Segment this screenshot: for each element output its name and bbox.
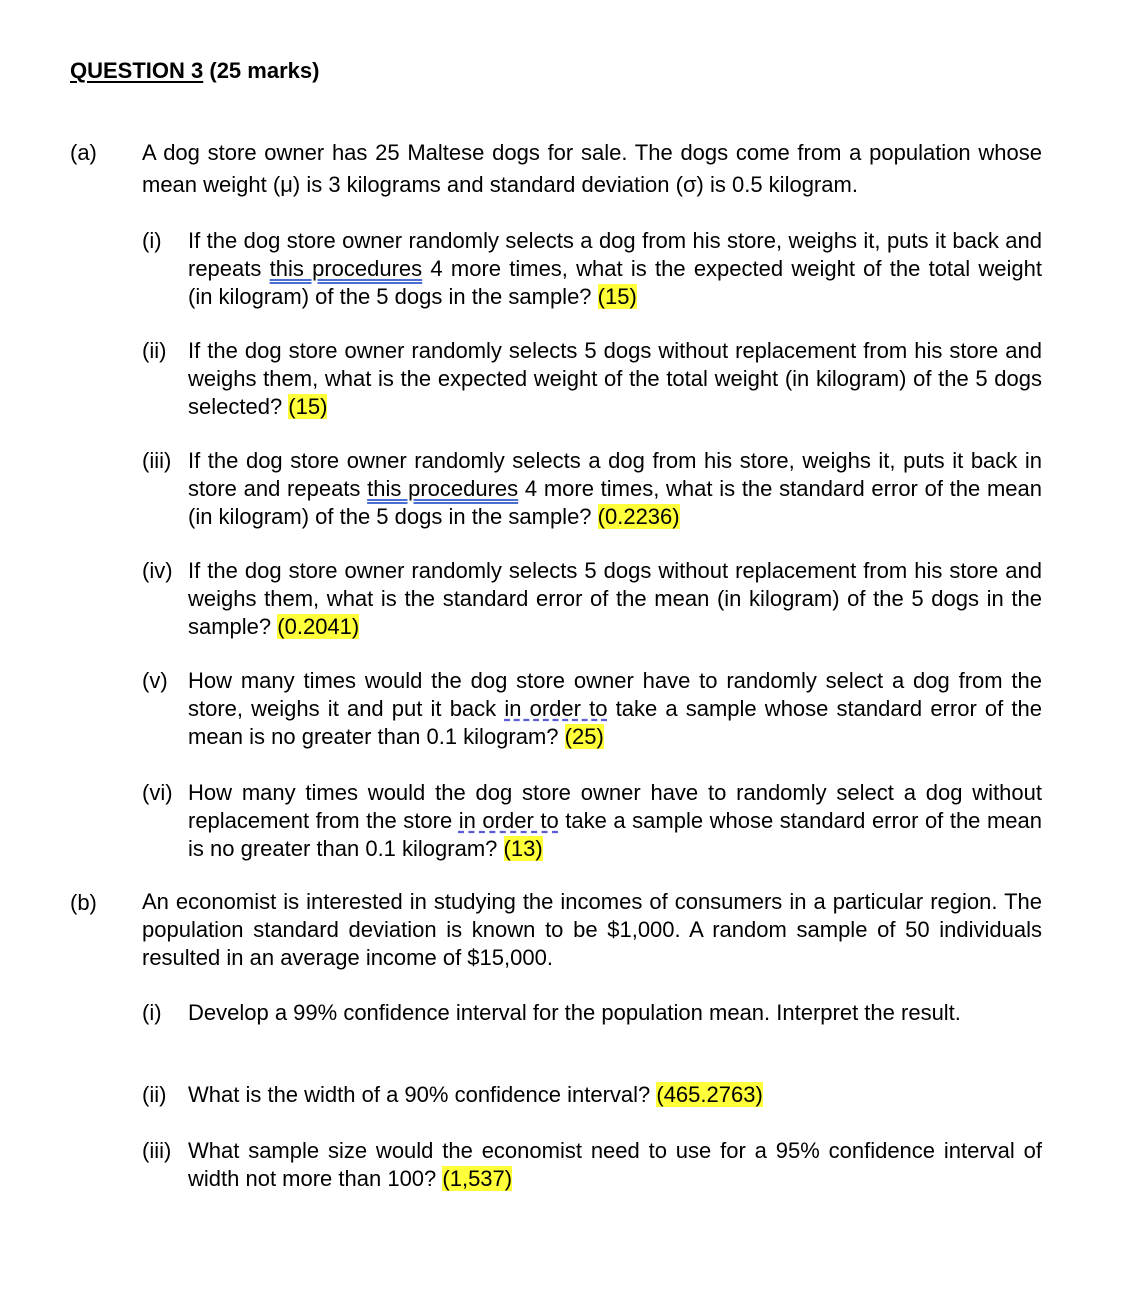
answer-highlight: (15): [288, 394, 328, 419]
sigma-symbol: σ: [682, 172, 697, 197]
question-number: QUESTION 3: [70, 58, 204, 83]
answer-highlight: (1,537): [442, 1166, 513, 1191]
part-a-item-vi: (vi) How many times would the dog store owner have to randomly select a dog without replacement from the store in order to take a sample whose standard error of the mean is no greater than 0.1 kilogram? (13): [142, 780, 1043, 861]
part-b-item-i: (i) Develop a 99% confidence interval for the population mean. Interpret the result.: [142, 1000, 961, 1025]
part-b-intro: An economist is interested in studying the incomes of consumers in a particular region. The population standard deviation is known to be $1,000. A random sample of 50 individuals resulted in an average income of $15,000.: [142, 889, 1042, 970]
part-a-label: (a): [70, 140, 97, 165]
part-a-intro: A dog store owner has 25 Maltese dogs for sale. The dogs come from a population whose mean weight (μ) is 3 kilograms and standard deviation (σ) is 0.5 kilogram.: [142, 140, 1042, 197]
answer-highlight: (0.2041): [277, 614, 360, 639]
part-a-item-v: (v) How many times would the dog store owner have to randomly select a dog from the store, weighs it and put it back in order to take a sample whose standard error of the mean is no greater than 0.1 kilogram? (25): [142, 668, 1042, 749]
answer-highlight: (13): [503, 836, 543, 861]
question-heading: [70, 58, 319, 84]
part-a-item-i: (i) If the dog store owner randomly selects a dog from his store, weighs it, puts it back and repeats this procedures 4 more times, what is the expected weight of the total weight (in kilogram) of the 5 dogs in the sample? (15): [142, 228, 1042, 309]
style-flag: in order to: [504, 696, 608, 721]
part-a-item-iv: (iv) If the dog store owner randomly selects 5 dogs without replacement from his store and weighs them, what is the standard error of the mean (in kilogram) of the 5 dogs in the sample? (0.2041): [142, 558, 1042, 639]
mu-symbol: μ: [280, 172, 293, 197]
answer-highlight: (465.2763): [656, 1082, 763, 1107]
grammar-flag: this procedures: [367, 476, 519, 501]
part-a-item-iii: (iii) If the dog store owner randomly selects a dog from his store, weighs it, puts it back in store and repeats this procedures 4 more times, what is the standard error of the mean (in kilogram) of the 5 dogs in the sample? (0.2236): [142, 448, 1042, 529]
style-flag: in order to: [458, 808, 559, 833]
question-marks: (25 marks): [209, 58, 320, 83]
part-a-item-ii: (ii) If the dog store owner randomly selects 5 dogs without replacement from his store and weighs them, what is the expected weight of the total weight (in kilogram) of the 5 dogs selected? (15): [142, 338, 1042, 419]
answer-highlight: (25): [564, 724, 604, 749]
answer-highlight: (15): [597, 284, 637, 309]
answer-highlight: (0.2236): [597, 504, 680, 529]
grammar-flag: this procedures: [269, 256, 423, 281]
part-b-item-ii: (ii) What is the width of a 90% confidence interval? (465.2763): [142, 1082, 763, 1107]
part-b-item-iii: (iii) What sample size would the economist need to use for a 95% confidence interval of width not more than 100? (1,537): [142, 1138, 1042, 1191]
part-b-label: (b): [70, 890, 97, 915]
